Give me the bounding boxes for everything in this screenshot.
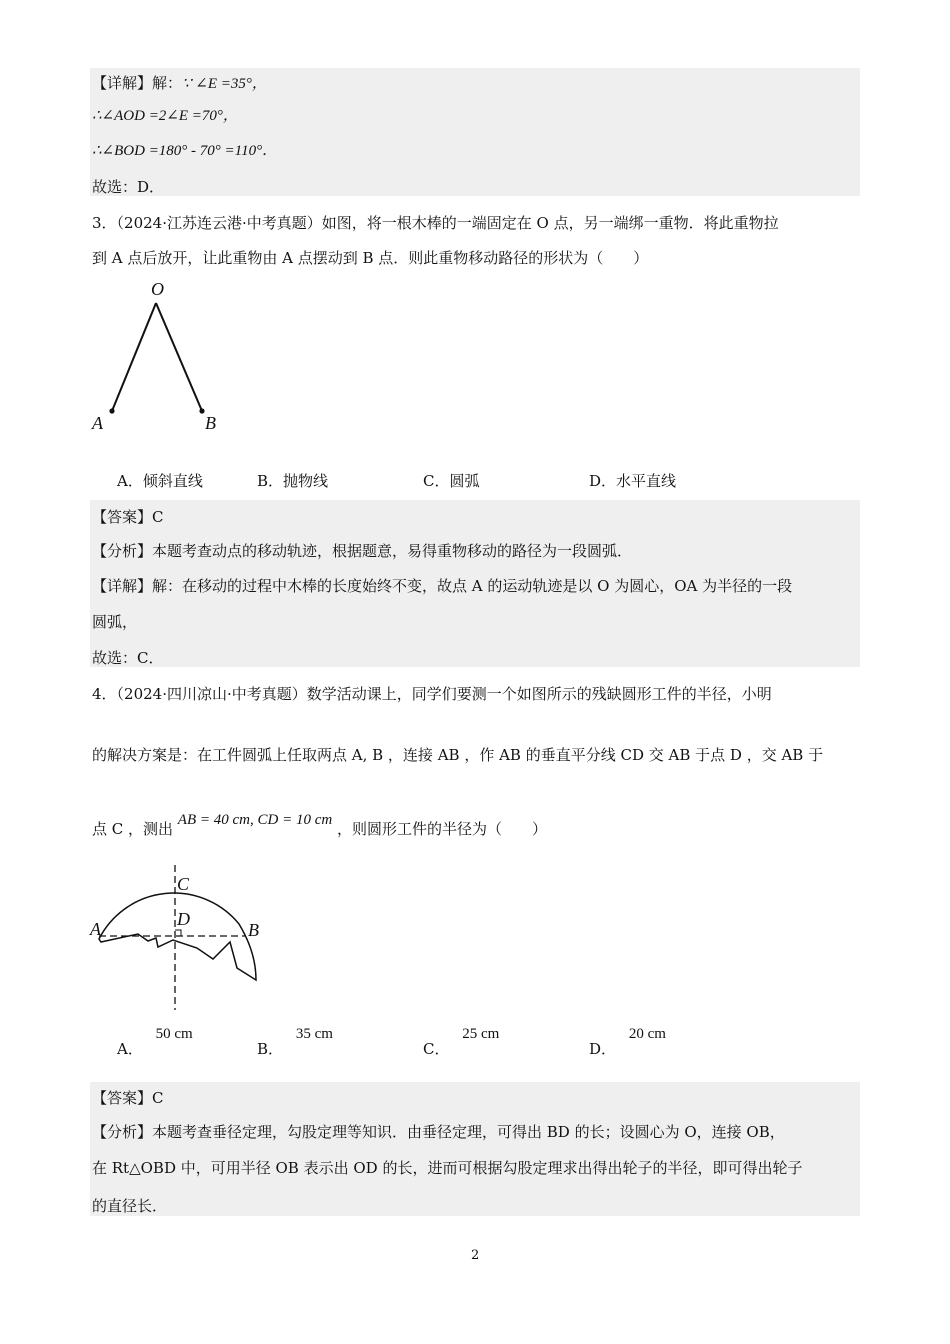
q3-choice: 故选：C． [92, 649, 164, 667]
q2-detail-line1 [92, 72, 267, 93]
q3-option-d [589, 470, 676, 491]
q3-stem-line2: 到 A 点后放开，让此重物由 A 点摆动到 B 点．则此重物移动路径的形状为（ ） [92, 249, 649, 267]
q4-option-d-value: 20 cm [628, 1026, 666, 1042]
q3-option-a [117, 470, 203, 491]
q4-option-a-value: 50 cm [155, 1026, 193, 1042]
q4-option-c [423, 1026, 500, 1059]
q3-analysis: 【分析】本题考查动点的移动轨迹，根据题意，易得重物移动的路径为一段圆弧． [92, 542, 633, 560]
q3-option-b-letter: B． [257, 472, 284, 490]
q3-option-c [423, 470, 480, 491]
q3-option-d-letter: D． [589, 472, 617, 490]
q3-option-c-letter: C． [423, 472, 450, 490]
q3-label-b: B [205, 413, 216, 433]
q4-option-d [589, 1026, 666, 1059]
q4-option-c-value: 25 cm [462, 1026, 500, 1042]
q3-label-o: O [151, 279, 164, 299]
q2-detail-label: 【详解】解： [92, 74, 183, 92]
q3-option-b [257, 470, 328, 491]
q3-label-a: A [92, 413, 103, 433]
q4-answer-block [90, 1082, 860, 1216]
q4-option-a [117, 1026, 193, 1059]
q3-rod-oa [112, 303, 156, 411]
q4-analysis-line3: 的直径长． [92, 1197, 168, 1215]
q4-stem-line3 [92, 812, 547, 839]
q3-stem-line1: 3．（2024·江苏连云港·中考真题）如图，将一根木棒的一端固定在 O 点，另一端绑一重物．将此重物拉 [92, 214, 779, 232]
q3-detail-line2: 圆弧， [92, 613, 138, 631]
q4-analysis-line2: 在 Rt△OBD 中，可用半径 OB 表示出 OD 的长，进而可根据勾股定理求出得出轮子的半径，即可得出轮子 [92, 1159, 803, 1177]
q4-label-b: B [248, 920, 259, 940]
q3-option-a-letter: A． [117, 472, 143, 490]
q4-option-b-letter: B． [257, 1040, 284, 1058]
q4-stem-line3-a: 点 C ，测出 [92, 820, 174, 838]
q4-workpiece-figure [85, 860, 285, 1015]
q4-option-c-letter: C． [423, 1040, 450, 1058]
page-number: 2 [471, 1248, 480, 1263]
q3-option-a-text: 倾斜直线 [142, 472, 203, 490]
q4-stem-line3-b: ，则圆形工件的半径为（ ） [336, 820, 547, 838]
q3-option-b-text: 抛物线 [283, 472, 329, 490]
q3-pendulum-figure [85, 276, 235, 441]
q3-option-c-text: 圆弧 [449, 472, 480, 490]
q4-label-c: C [177, 874, 190, 894]
q4-stem-math: AB = 40 cm, CD = 10 cm [177, 812, 333, 828]
q4-analysis-line1: 【分析】本题考查垂径定理，勾股定理等知识．由垂径定理，可得出 BD 的长；设圆心为 O，连接 OB， [92, 1123, 785, 1141]
q3-point-a [109, 408, 114, 413]
q4-option-a-letter: A． [117, 1040, 143, 1058]
q4-option-b [257, 1026, 333, 1059]
q4-stem-line1: 4．（2024·四川凉山·中考真题）数学活动课上，同学们要测一个如图所示的残缺圆形工件的半径，小明 [92, 685, 772, 703]
q3-detail-line1: 【详解】解：在移动的过程中木棒的长度始终不变，故点 A 的运动轨迹是以 O 为圆心，OA 为半径的一段 [92, 577, 793, 595]
q3-rod-ob [156, 303, 202, 411]
q4-label-d: D [177, 909, 190, 929]
q3-answer: 【答案】C [92, 508, 164, 526]
q4-answer: 【答案】C [92, 1089, 164, 1107]
q3-option-d-text: 水平直线 [616, 472, 677, 490]
q4-right-angle-mark [175, 930, 181, 936]
q2-detail-math1: ∵ ∠E =35°， [182, 76, 267, 92]
q4-stem-line2: 的解决方案是：在工件圆弧上任取两点 A, B ，连接 AB ，作 AB 的垂直平分线 CD 交 AB 于点 D ，交 AB 于 [92, 746, 824, 764]
q3-point-b [199, 408, 204, 413]
q2-choice: 故选：D． [92, 178, 165, 196]
q4-option-d-letter: D． [589, 1040, 617, 1058]
q2-detail-line2: ∴∠AOD =2∠E =70°， [92, 108, 238, 124]
q4-option-b-value: 35 cm [295, 1026, 333, 1042]
q4-label-a: A [90, 919, 101, 939]
q2-detail-line3: ∴∠BOD =180° - 70° =110°． [92, 143, 278, 159]
